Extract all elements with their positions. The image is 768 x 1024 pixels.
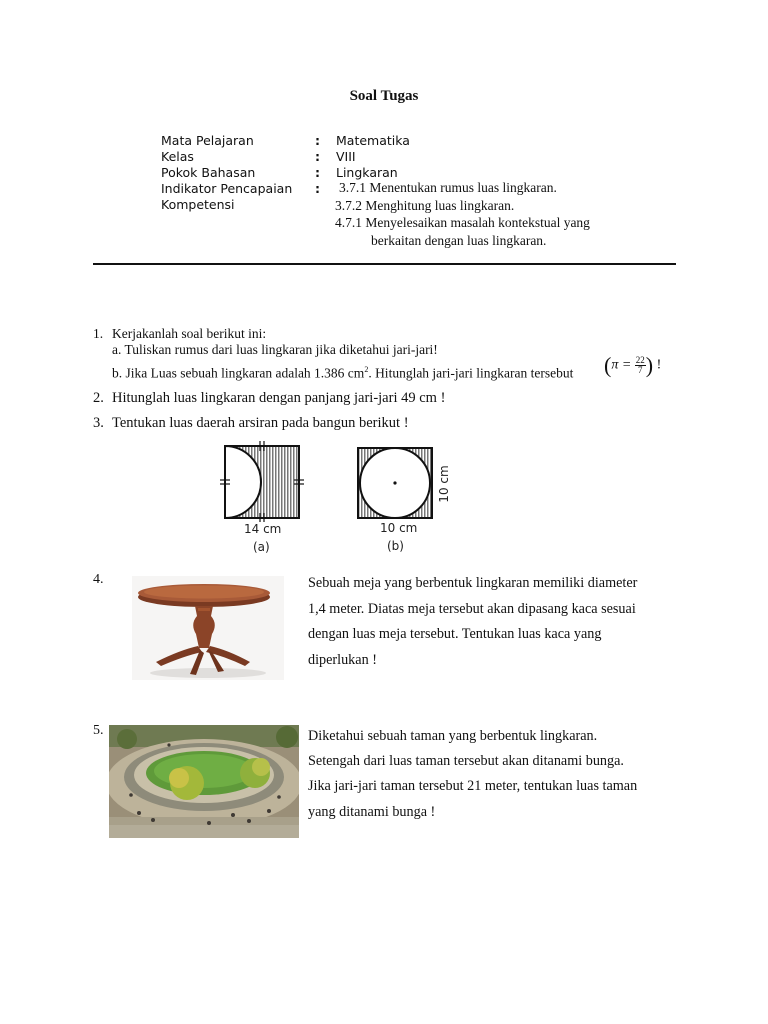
q5-line: Setengah dari luas taman tersebut akan ditanami bunga. [308, 753, 624, 770]
meta-label: Pokok Bahasan [161, 165, 256, 180]
q5-line: Jika jari-jari taman tersebut 21 meter, tentukan luas taman [308, 778, 638, 795]
meta-colon: : [315, 165, 320, 180]
indicator-item: 3.7.1 Menentukan rumus luas lingkaran. [339, 180, 557, 195]
q4-line: diperlukan ! [308, 651, 377, 668]
q1-part-b-sup: 2 [364, 365, 369, 374]
meta-value: Lingkaran [336, 165, 398, 180]
q3-number: 3. [93, 415, 104, 431]
figure-b-dimension-bottom: 10 cm [380, 521, 418, 535]
figure-a [218, 440, 306, 522]
indicator-item: berkaitan dengan luas lingkaran. [371, 233, 547, 248]
q1-part-b-rest: . Hitunglah jari-jari lingkaran tersebut [368, 365, 574, 381]
q1-part-b-text: b. Jika Luas sebuah lingkaran adalah 1.386 cm [112, 365, 365, 381]
figure-a-caption: (a) [253, 540, 270, 554]
meta-label: Kompetensi [161, 197, 235, 212]
q1-text: Kerjakanlah soal berikut ini: [112, 326, 267, 341]
indicator-item: 4.7.1 Menyelesaikan masalah kontekstual yang [335, 215, 590, 230]
q5-paragraph [308, 724, 674, 825]
q4-line: dengan luas meja tersebut. Tentukan luas kaca yang [308, 626, 602, 642]
figure-b [355, 446, 435, 520]
q4-paragraph [308, 571, 674, 673]
park-image [109, 725, 299, 838]
divider [93, 263, 676, 265]
pi-label: π = [611, 357, 632, 373]
pi-numerator: 22 [635, 355, 645, 365]
q4-line: Sebuah meja yang berbentuk lingkaran memiliki diameter [308, 575, 638, 591]
meta-label: Kelas [161, 149, 194, 164]
meta-colon: : [315, 133, 320, 148]
q5-line: yang ditanami bunga ! [308, 803, 436, 820]
figure-b-dimension-side: 10 cm [437, 465, 451, 503]
meta-colon: : [315, 181, 320, 196]
q3-text: Tentukan luas daerah arsiran pada bangun berikut ! [112, 415, 409, 431]
q5-number: 5. [93, 723, 104, 738]
q5-line: Diketahui sebuah taman yang berbentuk lingkaran. [308, 728, 598, 744]
figure-a-dimension: 14 cm [244, 522, 282, 536]
meta-label: Indikator Pencapaian [161, 181, 293, 196]
pi-formula: (π = $\frac{22}{7}$ ) ! [604, 352, 662, 378]
table-image [132, 576, 284, 680]
q2-number: 2. [93, 390, 104, 406]
q4-line: 1,4 meter. Diatas meja tersebut akan dipasang kaca sesuai [308, 600, 636, 617]
meta-colon: : [315, 149, 320, 164]
figure-b-caption: (b) [387, 539, 404, 553]
meta-value: VIII [336, 149, 356, 164]
meta-value: Matematika [336, 133, 410, 148]
pi-fraction [635, 356, 646, 375]
q1-part-b-end: ! [656, 357, 662, 373]
q1-part-a: a. Tuliskan rumus dari luas lingkaran jika diketahui jari-jari! [112, 342, 438, 357]
q4-number: 4. [93, 572, 104, 587]
figure-b-center-dot [393, 481, 396, 484]
meta-label: Mata Pelajaran [161, 133, 254, 148]
q1-number: 1. [93, 326, 104, 341]
page-title: Soal Tugas [349, 88, 419, 104]
q2-text: Hitunglah luas lingkaran dengan panjang jari-jari 49 cm ! [112, 390, 446, 406]
pi-denominator: 7 [638, 365, 643, 375]
indicator-item: 3.7.2 Menghitung luas lingkaran. [335, 198, 515, 213]
q1-part-b [112, 361, 573, 383]
